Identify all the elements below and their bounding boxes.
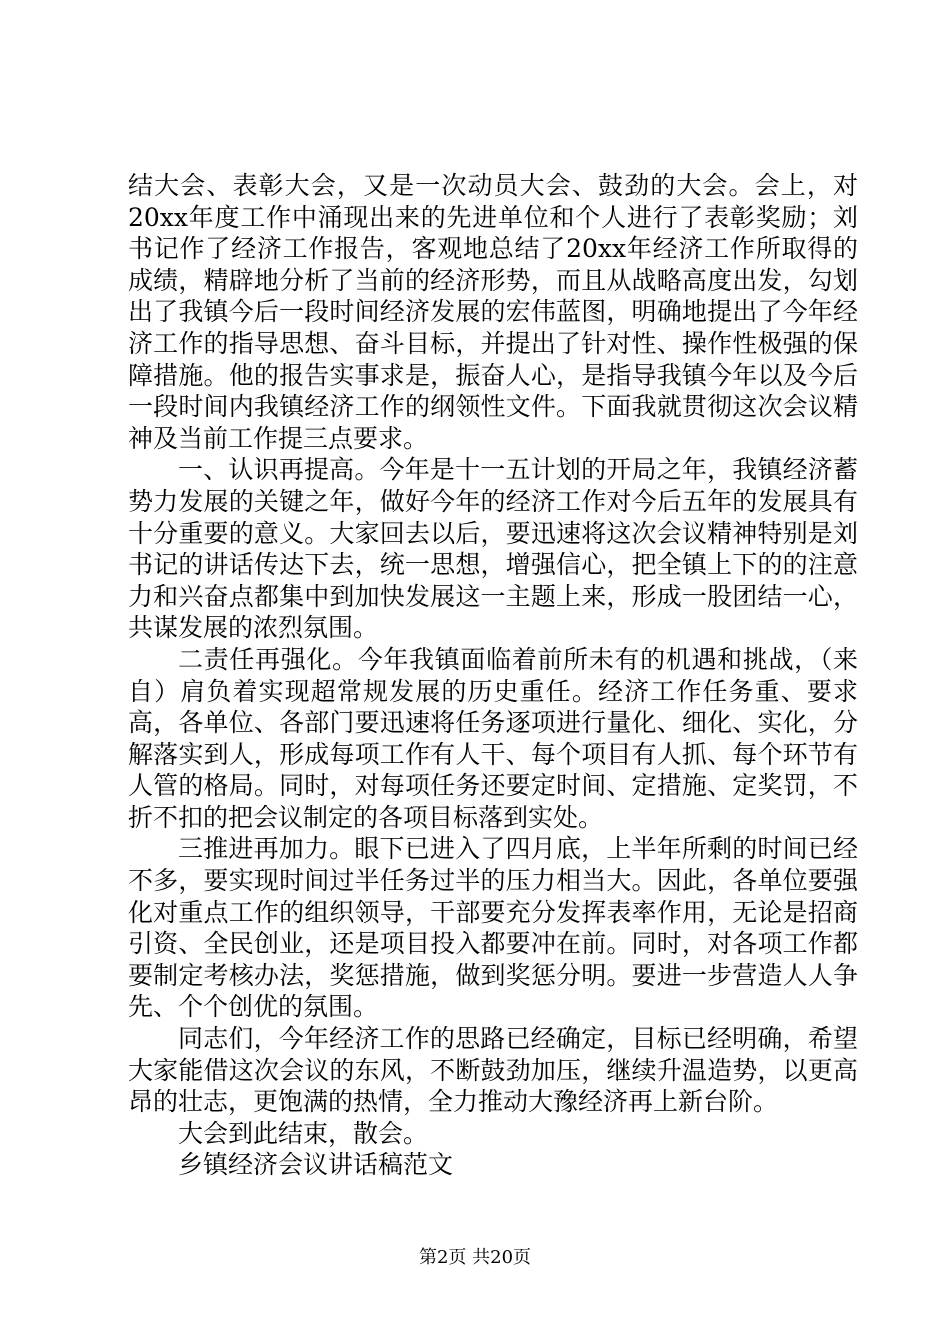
document-body [128, 170, 858, 1181]
paragraph-point-two: 二责任再强化。今年我镇面临着前所未有的机遇和挑战，（来自）肩负着实现超常规发展的历史重任。经济工作任务重、要求高，各单位、各部门要迅速将任务逐项进行量化、细化、实化，分解落实到人，形成每项工作有人干、每个项目有人抓、每个环节有人管的格局。同时，对每项任务还要定时间、定措施、定奖罚，不折不扣的把会议制定的各项目标落到实处。 [128, 644, 858, 832]
paragraph-point-one: 一、认识再提高。今年是十一五计划的开局之年，我镇经济蓄势力发展的关键之年，做好今年的经济工作对今后五年的发展具有十分重要的意义。大家回去以后，要迅速将这次会议精神特别是刘书记的讲话传达下去，统一思想，增强信心，把全镇上下的的注意力和兴奋点都集中到加快发展这一主题上来，形成一股团结一心，共谋发展的浓烈氛围。 [128, 455, 858, 643]
paragraph-closing: 同志们，今年经济工作的思路已经确定，目标已经明确，希望大家能借这次会议的东风，不断鼓劲加压，继续升温造势，以更高昂的壮志，更饱满的热情，全力推动大豫经济再上新台阶。 [128, 1024, 858, 1117]
page-number-footer: 第2页 共20页 [418, 1247, 532, 1268]
paragraph-point-three: 三推进再加力。眼下已进入了四月底，上半年所剩的时间已经不多，要实现时间过半任务过半的压力相当大。因此，各单位要强化对重点工作的组织领导，干部要充分发挥表率作用，无论是招商引资、全民创业，还是项目投入都要冲在前。同时，对各项工作都要制定考核办法，奖惩措施，做到奖惩分明。要进一步营造人人争先、个个创优的氛围。 [128, 834, 858, 1022]
paragraph-adjourn: 大会到此结束，散会。 [178, 1118, 429, 1148]
paragraph-opening: 结大会、表彰大会，又是一次动员大会、鼓劲的大会。会上，对20xx年度工作中涌现出来的先进单位和个人进行了表彰奖励；刘书记作了经济工作报告，客观地总结了20xx年经济工作所取得的成绩，精辟地分析了当前的经济形势，而且从战略高度出发，勾划出了我镇今后一段时间经济发展的宏伟蓝图，明确地提出了今年经济工作的指导思想、奋斗目标，并提出了针对性、操作性极强的保障措施。他的报告实事求是，振奋人心，是指导我镇今年以及今后一段时间内我镇经济工作的纲领性文件。下面我就贯彻这次会议精神及当前工作提三点要求。 [128, 171, 858, 453]
paragraph-next-title: 乡镇经济会议讲话稿范文 [178, 1150, 454, 1180]
